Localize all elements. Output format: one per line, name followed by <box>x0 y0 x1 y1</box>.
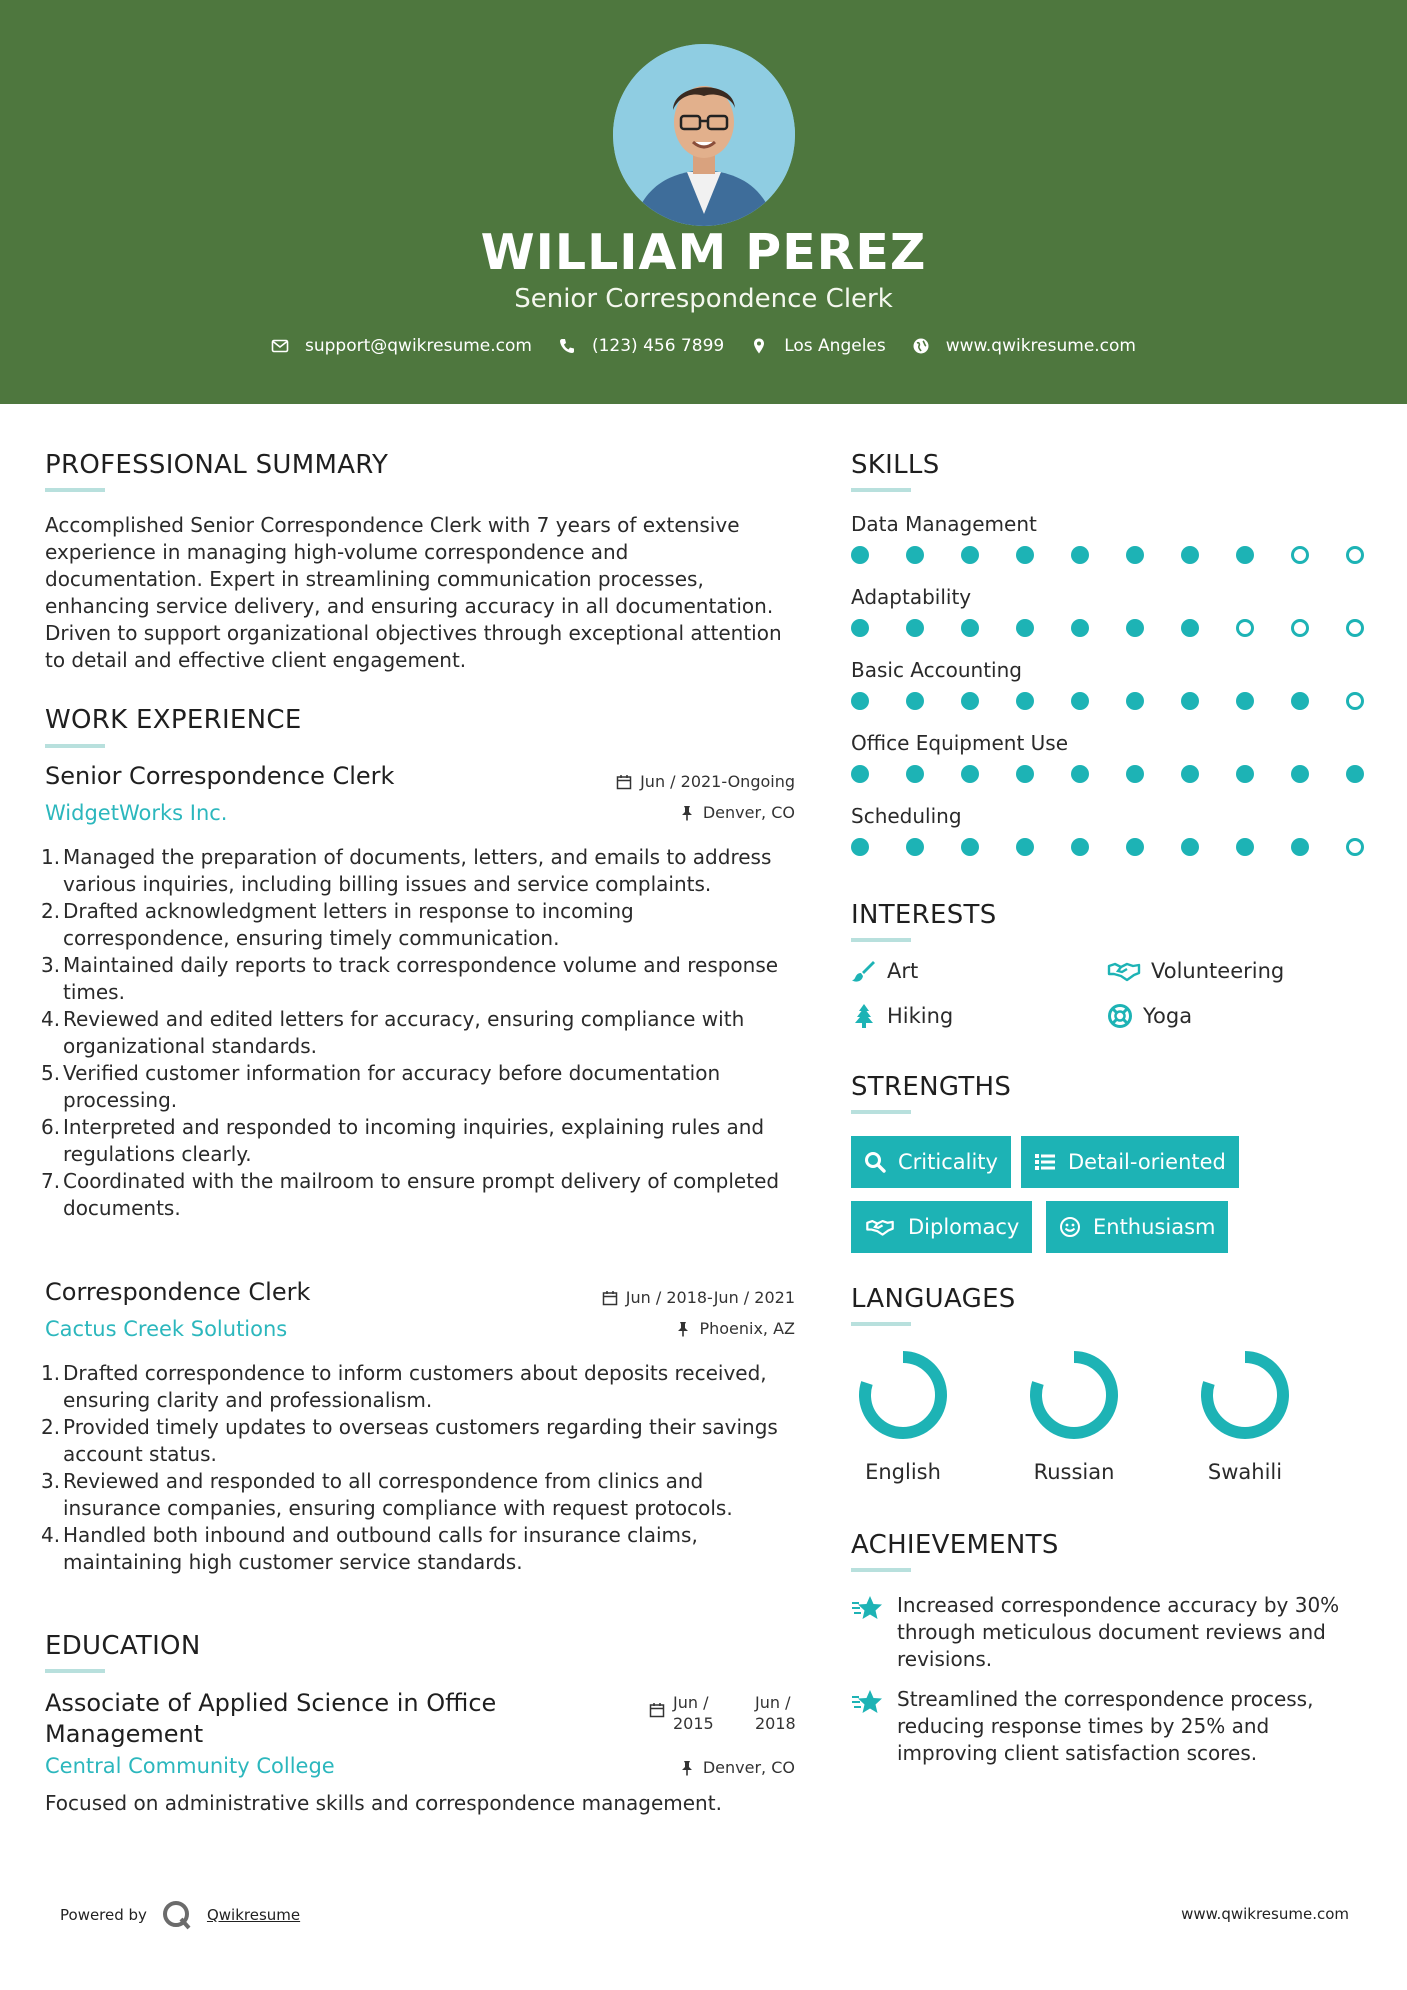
rating-dot-filled <box>851 619 869 637</box>
job-location-text: Phoenix, AZ <box>699 1319 795 1338</box>
rating-dot-filled <box>961 765 979 783</box>
achievement-text: Streamlined the correspondence process, reducing response times by 25% and improving client satisfaction scores. <box>897 1687 1314 1765</box>
pushpin-icon <box>679 805 695 821</box>
footer-url[interactable]: www.qwikresume.com <box>1181 1905 1349 1923</box>
rating-dot-filled <box>1126 546 1144 564</box>
calendar-icon <box>602 1290 618 1306</box>
paintbrush-icon <box>851 958 877 984</box>
rating-dot-filled <box>906 692 924 710</box>
education-start-date: Jun / 2015 <box>673 1693 714 1733</box>
achievement-item <box>851 1592 1371 1673</box>
skill-rating <box>851 546 1371 566</box>
rating-dot-filled <box>906 838 924 856</box>
achievements-heading-underline <box>851 1568 911 1572</box>
rating-dot-filled <box>1236 546 1254 564</box>
achievement-item <box>851 1686 1371 1767</box>
duty-item: 1. Drafted correspondence to inform customers about deposits received, ensuring clarity and professionalism. <box>41 1361 767 1412</box>
handshake-icon <box>1107 958 1141 984</box>
interest-item-yoga: Yoga <box>1107 1003 1192 1029</box>
interests-heading: INTERESTS <box>851 900 997 930</box>
job-location <box>675 1319 795 1338</box>
job-dates-text: Jun / 2021-Ongoing <box>640 772 795 791</box>
rating-dot-empty <box>1346 546 1364 564</box>
education-description: Focused on administrative skills and correspondence management. <box>45 1791 722 1815</box>
contact-website[interactable] <box>912 336 1136 356</box>
job-dates-text: Jun / 2018-Jun / 2021 <box>625 1288 795 1307</box>
rating-dot-filled <box>1126 765 1144 783</box>
language-gauge <box>856 1348 950 1442</box>
rating-dot-filled <box>906 619 924 637</box>
list-icon <box>1034 1151 1056 1173</box>
skill-name: Data Management <box>851 512 1037 536</box>
calendar-icon <box>649 1702 665 1718</box>
experience-heading-underline <box>45 744 105 748</box>
rating-dot-filled <box>1016 765 1034 783</box>
skill-rating <box>851 619 1371 639</box>
language-name: Russian <box>1033 1460 1115 1484</box>
contact-email[interactable] <box>271 336 532 356</box>
rating-dot-filled <box>1126 692 1144 710</box>
language-gauge <box>1027 1348 1121 1442</box>
contact-location-text: Los Angeles <box>784 336 886 356</box>
achievement-text: Increased correspondence accuracy by 30% through meticulous document reviews and revisions. <box>897 1593 1340 1671</box>
rating-dot-filled <box>906 546 924 564</box>
strengths-heading-underline <box>851 1110 911 1114</box>
contact-website-text: www.qwikresume.com <box>945 336 1136 356</box>
rating-dot-filled <box>1291 692 1309 710</box>
tree-icon <box>851 1003 877 1029</box>
rating-dot-filled <box>1071 546 1089 564</box>
interest-item-hiking: Hiking <box>851 1003 953 1029</box>
job-dates <box>602 1288 795 1307</box>
language-item <box>843 1348 963 1484</box>
skill-rating <box>851 765 1371 785</box>
duty-item: 3. Reviewed and responded to all correspondence from clinics and insurance companies, ensuring compliance with request protocols. <box>41 1469 733 1520</box>
language-item <box>1014 1348 1134 1484</box>
strength-chip-detail-oriented: Detail-oriented <box>1021 1136 1239 1188</box>
rating-dot-filled <box>851 546 869 564</box>
languages-heading: LANGUAGES <box>851 1284 1016 1314</box>
handshake-icon <box>864 1216 896 1238</box>
skills-heading: SKILLS <box>851 450 940 480</box>
rating-dot-filled <box>1181 765 1199 783</box>
job-title: Senior Correspondence Clerk <box>45 762 395 790</box>
rating-dot-filled <box>1016 692 1034 710</box>
skill-name: Basic Accounting <box>851 658 1022 682</box>
achievements-heading: ACHIEVEMENTS <box>851 1530 1059 1560</box>
envelope-icon <box>271 337 289 355</box>
footer-powered-by <box>60 1899 300 1931</box>
globe-icon <box>912 337 930 355</box>
lifebuoy-icon <box>1107 1003 1133 1029</box>
skills-heading-underline <box>851 488 911 492</box>
rating-dot-filled <box>851 838 869 856</box>
skill-rating <box>851 692 1371 712</box>
rating-dot-filled <box>1126 619 1144 637</box>
duty-item: 5. Verified customer information for accuracy before documentation processing. <box>41 1061 721 1112</box>
rating-dot-filled <box>851 765 869 783</box>
rating-dot-filled <box>1071 692 1089 710</box>
duty-item: 3. Maintained daily reports to track correspondence volume and response times. <box>41 953 779 1004</box>
qwikresume-logo-icon <box>161 1899 193 1931</box>
job-dates <box>616 772 795 791</box>
strength-chip-diplomacy: Diplomacy <box>851 1201 1032 1253</box>
pushpin-icon <box>679 1760 695 1776</box>
language-gauge-arc <box>1207 1357 1283 1433</box>
company-name[interactable]: WidgetWorks Inc. <box>45 801 228 825</box>
rating-dot-filled <box>851 692 869 710</box>
rating-dot-filled <box>961 692 979 710</box>
rating-dot-empty <box>1236 619 1254 637</box>
education-location <box>679 1758 795 1777</box>
rating-dot-filled <box>1071 619 1089 637</box>
rating-dot-empty <box>1291 546 1309 564</box>
rating-dot-filled <box>1016 546 1034 564</box>
education-location-text: Denver, CO <box>702 1758 795 1777</box>
summary-heading-underline <box>45 488 105 492</box>
company-name[interactable]: Cactus Creek Solutions <box>45 1317 288 1341</box>
education-end-date: Jun / 2018 <box>755 1693 796 1733</box>
contact-phone-text: (123) 456 7899 <box>591 336 725 356</box>
candidate-name: WILLIAM PEREZ <box>480 224 927 281</box>
contact-email-text: support@qwikresume.com <box>305 336 532 356</box>
interest-item-volunteering: Volunteering <box>1107 958 1284 984</box>
language-gauge <box>1198 1348 1292 1442</box>
smile-icon <box>1059 1216 1081 1238</box>
contact-location <box>750 336 886 356</box>
candidate-title: Senior Correspondence Clerk <box>514 284 893 314</box>
rating-dot-filled <box>1346 765 1364 783</box>
duty-item: 1. Managed the preparation of documents, letters, and emails to address various inquiries, including billing issues and service complaints. <box>41 845 772 896</box>
rating-dot-filled <box>961 546 979 564</box>
qwikresume-link[interactable]: Qwikresume <box>206 1906 301 1924</box>
strength-chip-enthusiasm: Enthusiasm <box>1046 1201 1228 1253</box>
experience-heading: WORK EXPERIENCE <box>45 705 302 735</box>
rating-dot-filled <box>1181 692 1199 710</box>
language-name: Swahili <box>1207 1460 1283 1484</box>
job-title: Correspondence Clerk <box>45 1278 311 1306</box>
summary-heading: PROFESSIONAL SUMMARY <box>45 450 389 480</box>
rating-dot-empty <box>1291 619 1309 637</box>
duty-item: 6. Interpreted and responded to incoming inquiries, explaining rules and regulations clearly. <box>41 1115 765 1166</box>
phone-icon <box>558 337 576 355</box>
languages-heading-underline <box>851 1322 911 1326</box>
job-duties-list <box>41 1360 795 1576</box>
resume-header <box>0 0 1407 404</box>
rating-dot-filled <box>1071 838 1089 856</box>
rating-dot-empty <box>1346 619 1364 637</box>
contact-bar <box>0 336 1407 356</box>
search-icon <box>864 1151 886 1173</box>
duty-item: 4. Handled both inbound and outbound calls for insurance claims, maintaining high customer service standards. <box>41 1523 698 1574</box>
language-gauge-arc <box>1036 1357 1112 1433</box>
rating-dot-empty <box>1346 692 1364 710</box>
star-icon <box>851 1688 885 1718</box>
rating-dot-filled <box>1181 546 1199 564</box>
strengths-heading: STRENGTHS <box>851 1072 1012 1102</box>
rating-dot-filled <box>1236 692 1254 710</box>
rating-dot-filled <box>1181 619 1199 637</box>
job-duties-list <box>41 844 795 1222</box>
calendar-icon <box>616 774 632 790</box>
skill-name: Scheduling <box>851 804 962 828</box>
language-gauge-arc <box>865 1357 941 1433</box>
job-location <box>679 803 795 822</box>
person-avatar-icon <box>613 44 795 226</box>
skill-rating <box>851 838 1371 858</box>
rating-dot-filled <box>1016 619 1034 637</box>
rating-dot-filled <box>1071 765 1089 783</box>
language-item <box>1185 1348 1305 1484</box>
school-name[interactable]: Central Community College <box>45 1754 335 1778</box>
map-pin-icon <box>750 337 768 355</box>
education-heading: EDUCATION <box>45 1631 201 1661</box>
language-name: English <box>865 1460 941 1484</box>
rating-dot-empty <box>1346 838 1364 856</box>
rating-dot-filled <box>1181 838 1199 856</box>
job-location-text: Denver, CO <box>702 803 795 822</box>
pushpin-icon <box>675 1321 691 1337</box>
rating-dot-filled <box>1291 838 1309 856</box>
rating-dot-filled <box>961 619 979 637</box>
summary-text: Accomplished Senior Correspondence Clerk with 7 years of extensive experience in managing high-volume correspondence and documentation. Expert in streamlining communication processes, enhancing service delivery, and ensuring accuracy in all documentation. Driven to support organizational objectives through exceptional attention to detail and effective client engagement. <box>45 513 782 672</box>
rating-dot-filled <box>1236 838 1254 856</box>
education-heading-underline <box>45 1669 105 1673</box>
powered-by-label: Powered by <box>60 1906 147 1924</box>
rating-dot-filled <box>906 765 924 783</box>
rating-dot-filled <box>961 838 979 856</box>
duty-item: 2. Provided timely updates to overseas customers regarding their savings account status. <box>41 1415 778 1466</box>
education-dates <box>649 1692 795 1734</box>
rating-dot-filled <box>1126 838 1144 856</box>
rating-dot-filled <box>1236 765 1254 783</box>
rating-dot-filled <box>1016 838 1034 856</box>
strength-chip-criticality: Criticality <box>851 1136 1011 1188</box>
degree-title: Associate of Applied Science in Office Management <box>45 1689 497 1748</box>
duty-item: 4. Reviewed and edited letters for accuracy, ensuring compliance with organizational standards. <box>41 1007 745 1058</box>
rating-dot-filled <box>1291 765 1309 783</box>
profile-photo <box>613 44 795 226</box>
skill-name: Office Equipment Use <box>851 731 1069 755</box>
interest-item-art: Art <box>851 958 918 984</box>
contact-phone[interactable] <box>558 336 724 356</box>
skill-name: Adaptability <box>851 585 972 609</box>
duty-item: 7. Coordinated with the mailroom to ensure prompt delivery of completed documents. <box>41 1169 780 1220</box>
interests-heading-underline <box>851 938 911 942</box>
star-icon <box>851 1594 885 1624</box>
duty-item: 2. Drafted acknowledgment letters in response to incoming correspondence, ensuring timely communication. <box>41 899 634 950</box>
